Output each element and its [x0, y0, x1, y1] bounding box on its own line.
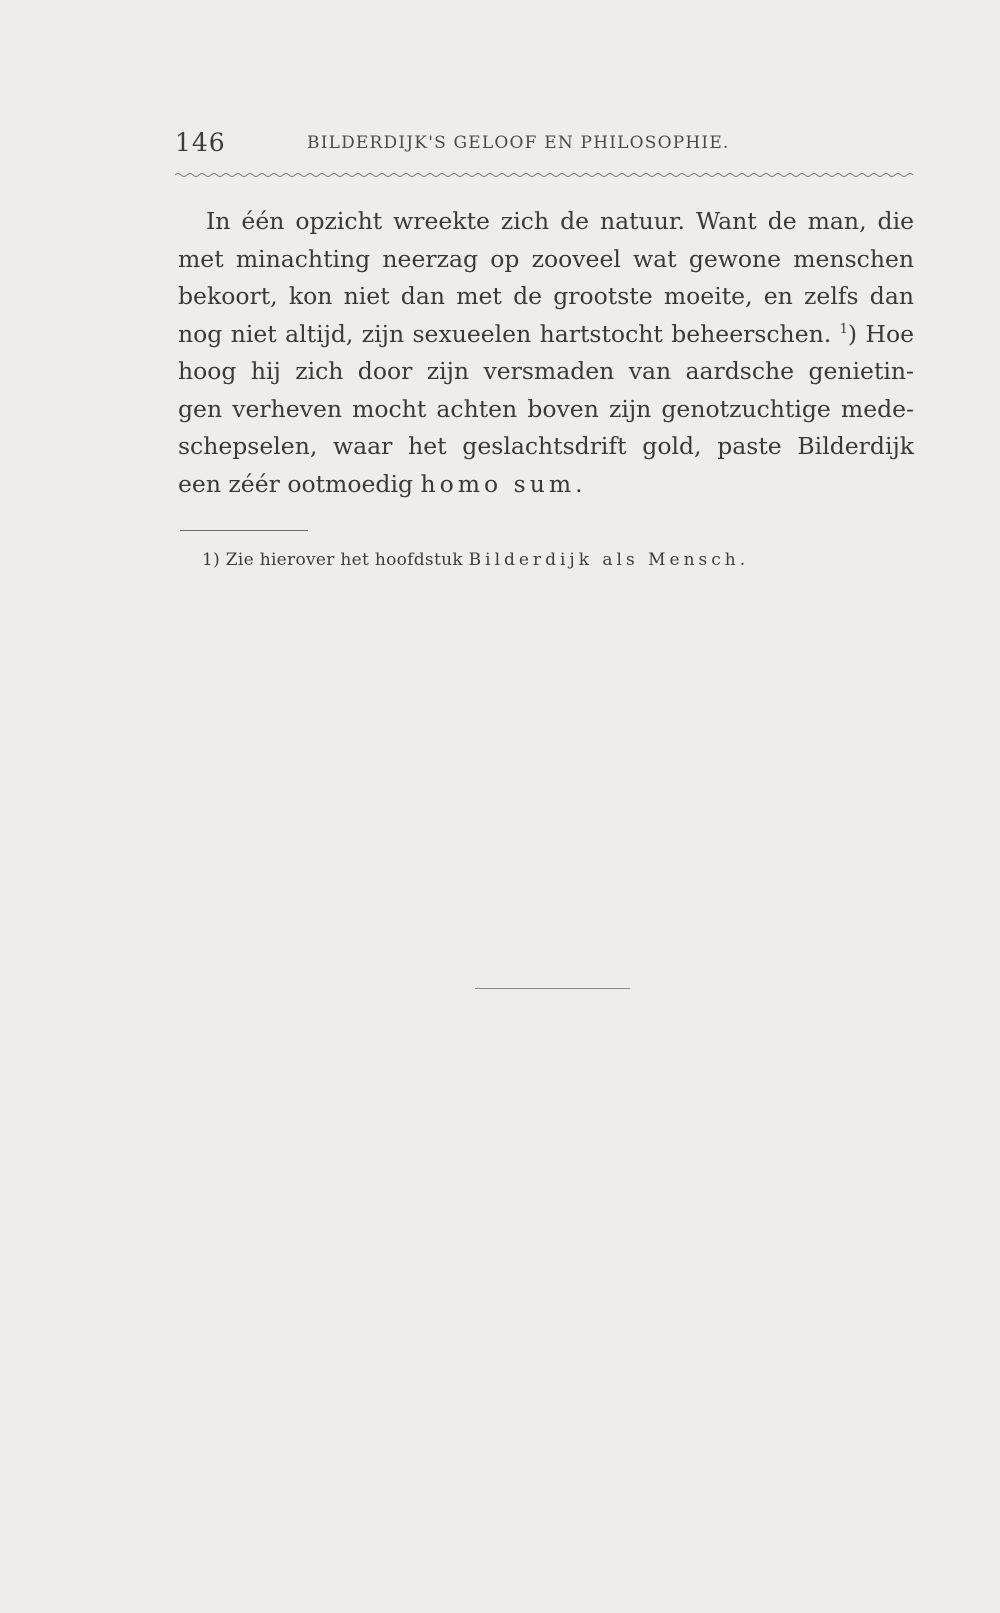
footnote-spaced-title: Bilderdijk als Mensch — [468, 550, 740, 570]
footnote-label: 1) — [202, 550, 221, 570]
footnote-text: Zie hierover het hoofdstuk — [225, 550, 463, 570]
footnote-end-punctuation: . — [739, 550, 746, 570]
text-line: met minachting neerzag op zooveel wat gewone menschen — [178, 244, 914, 273]
spaced-emphasis: homo sum — [420, 469, 576, 498]
body-paragraph — [178, 203, 914, 503]
footnote — [202, 550, 745, 570]
text-line: In één opzicht wreekte zich de natuur. Want de man, die — [206, 207, 914, 235]
text-line: hoog hij zich door zijn versmaden van aardsche genietin- — [178, 357, 914, 385]
text-line-segment: ) Hoe — [847, 319, 914, 348]
text-line: gen verheven mocht achten boven zijn genotzuchtige mede- — [178, 394, 914, 423]
footnote-separator — [180, 530, 308, 531]
running-head: BILDERDIJK'S GELOOF EN PHILOSOPHIE. — [307, 133, 730, 153]
text-line-segment: nog niet altijd, zijn sexueelen hartstocht beheerschen. — [178, 319, 832, 348]
end-punctuation: . — [575, 469, 583, 498]
text-line-segment: een zéér ootmoedig — [178, 469, 413, 498]
footnote-reference: 1 — [839, 321, 848, 337]
section-end-rule — [475, 988, 630, 989]
page-header — [175, 128, 915, 164]
header-wavy-rule — [175, 172, 915, 178]
text-line: schepselen, waar het geslachtsdrift gold, paste Bilderdijk — [178, 432, 914, 460]
text-line — [178, 466, 914, 504]
text-line — [178, 316, 914, 354]
page-number: 146 — [175, 128, 226, 157]
text-line: bekoort, kon niet dan met de grootste moeite, en zelfs dan — [178, 282, 914, 310]
